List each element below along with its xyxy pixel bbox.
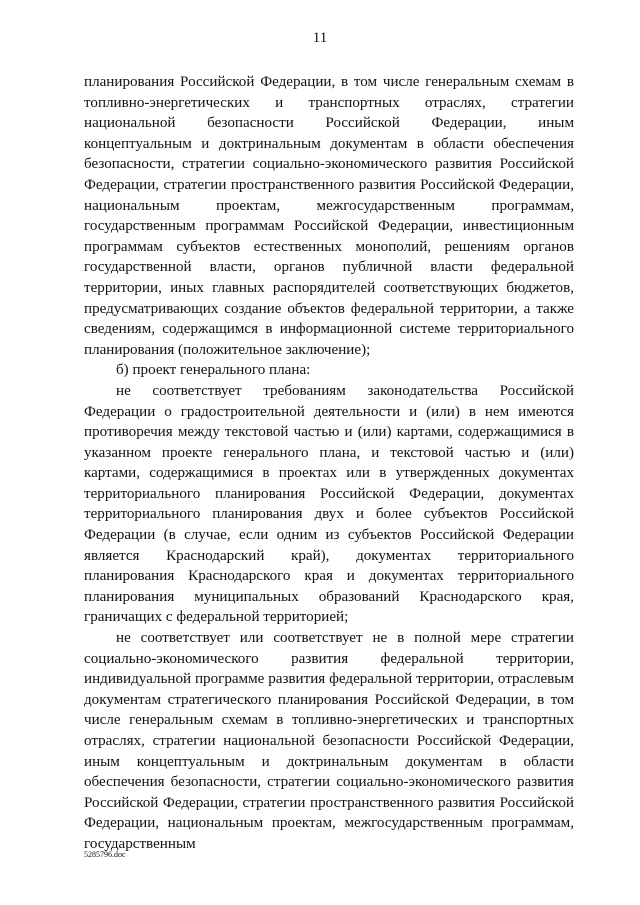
document-body (84, 72, 574, 855)
paragraph-continuation: планирования Российской Федерации, в том числе генеральным схемам в топливно-энергетических и транспортных отраслях, стратегии национальной безопасности Российской Федерации, иным концептуальным и доктринальным документам в области обеспечения безопасности, стратегии социально-экономического развития Российской Федерации, стратегии пространственного развития Российской Федерации, национальным проектам, межгосударственным программам, государственным программам Российской Федерации, инвестиционным программам субъектов естественных монополий, решениям органов государственной власти, органов публичной власти федеральной территории, иных главных распорядителей соответствующих бюджетов, предусматривающих создание объектов федеральной территории, а также сведениям, содержащимся в информационной системе территориального планирования (положительное заключение); (84, 74, 574, 358)
paragraph-nonconformity-legislation: не соответствует требованиям законодательства Российской Федерации о градостроительной деятельности и (или) в нем имеются противоречия между текстовой частью и (или) картами, содержащимися в указанном проекте генерального плана, и текстовой частью и (или) картами, содержащимися в проектах или в утвержденных документах территориального планирования Российской Федерации, документах территориального планирования двух и более субъектов Российской Федерации (в случае, если одним из субъектов Российской Федерации является Краснодарский край), документах территориального планирования Краснодарского края и документах территориального планирования муниципальных образований Краснодарского края, граничащих с федеральной территорией; (84, 382, 574, 626)
page-number: 11 (312, 30, 328, 46)
paragraph-item-b: б) проект генерального плана: (116, 362, 311, 379)
document-filename: 5285796.doc (84, 850, 126, 859)
paragraph-nonconformity-strategy: не соответствует или соответствует не в полной мере стратегии социально-экономического развития федеральной территории, индивидуальной программе развития федеральной территории, отраслевым документам стратегического планирования Российской Федерации, в том числе генеральным схемам в топливно-энергетических и транспортных отраслях, стратегии национальной безопасности Российской Федерации, иным концептуальным и доктринальным документам в области обеспечения безопасности, стратегии социально-экономического развития Российской Федерации, стратегии пространственного развития Российской Федерации, национальным проектам, межгосударственным программам, государственным (84, 630, 574, 852)
